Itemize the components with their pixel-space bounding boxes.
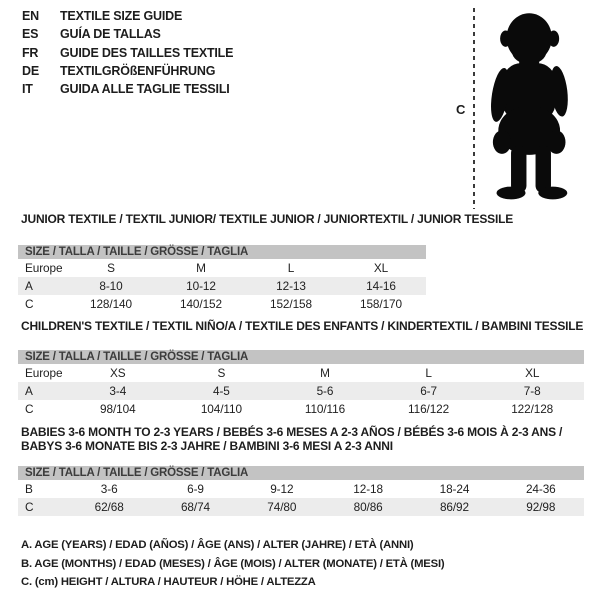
size-value: M: [320, 365, 330, 380]
language-code: FR: [22, 45, 39, 60]
language-code: IT: [22, 82, 33, 97]
row-label: A: [18, 382, 66, 400]
size-value: 18-24: [439, 482, 470, 496]
size-value: 80/86: [325, 498, 411, 516]
size-value: 5-6: [273, 382, 377, 400]
language-title: TEXTILE SIZE GUIDE: [60, 9, 183, 23]
size-table: [18, 466, 584, 516]
size-header-band: SIZE / TALLA / TAILLE / GRÖSSE / TAGLIA: [18, 245, 426, 259]
row-label: Europe: [25, 260, 63, 275]
height-measure-label: C: [456, 102, 466, 117]
size-value: 86/92: [411, 498, 497, 516]
size-header-row: [18, 350, 584, 364]
table-title: BABYS 3-6 MONATE BIS 2-3 JAHRE / BAMBINI 3-6 MESI A 2-3 ANNI: [21, 438, 393, 453]
table-title: BABIES 3-6 MONTH TO 2-3 YEARS / BEBÉS 3-6 MESES A 2-3 AÑOS / BÉBÉS 3-6 MOIS À 2-3 ANS /: [21, 425, 563, 439]
size-value: 12-13: [246, 277, 336, 295]
row-label: A: [18, 277, 66, 295]
language-row: [22, 7, 233, 25]
language-row: [22, 80, 233, 98]
language-code: EN: [22, 9, 39, 23]
size-value: S: [217, 365, 226, 380]
size-value: XL: [525, 365, 540, 380]
size-value: 3-6: [100, 482, 118, 496]
size-value: 158/170: [360, 296, 402, 311]
row-label: C: [25, 401, 34, 416]
language-code: ES: [22, 27, 39, 42]
size-value: 92/98: [498, 498, 584, 516]
table-row: [18, 364, 584, 382]
size-value: M: [196, 260, 206, 275]
language-title: GUÍA DE TALLAS: [60, 27, 161, 42]
size-value: L: [425, 365, 432, 380]
size-value: L: [287, 260, 295, 275]
size-value: 10-12: [156, 277, 246, 295]
table-title: JUNIOR TEXTILE / TEXTIL JUNIOR/ TEXTILE JUNIOR / JUNIORTEXTIL / JUNIOR TESSILE: [21, 212, 514, 226]
size-value: 68/74: [152, 498, 238, 516]
size-value: 12-18: [353, 482, 383, 496]
row-label: C: [18, 498, 66, 516]
table-row: [18, 400, 584, 418]
size-header-band: SIZE / TALLA / TAILLE / GRÖSSE / TAGLIA: [18, 350, 584, 364]
footnote: B. AGE (MONTHS) / EDAD (MESES) / ÂGE (MOIS) / ALTER (MONATE) / ETÀ (MESI): [21, 557, 445, 570]
size-value: 6-7: [377, 382, 481, 400]
size-value: 140/152: [180, 296, 222, 311]
footnote: A. AGE (YEARS) / EDAD (AÑOS) / ÂGE (ANS) / ALTER (JAHRE) / ETÀ (ANNI): [21, 539, 414, 551]
size-value: 98/104: [100, 401, 136, 416]
size-value: 74/80: [239, 498, 325, 516]
size-value: 6-9: [187, 482, 204, 496]
babies-textile-section: [18, 426, 584, 516]
size-value: 122/128: [511, 401, 554, 416]
language-list: [22, 7, 233, 98]
row-label: C: [25, 296, 34, 311]
row-label: Europe: [25, 365, 63, 380]
language-title: TEXTILGRÖßENFÜHRUNG: [60, 63, 216, 78]
table-row: [18, 295, 426, 313]
size-value: 14-16: [336, 277, 426, 295]
size-value: 128/140: [90, 296, 132, 311]
childrens-textile-section: [18, 320, 584, 418]
size-value: 110/116: [304, 401, 346, 416]
table-row: [18, 382, 584, 400]
table-title: CHILDREN'S TEXTILE / TEXTIL NIÑO/A / TEXTILE DES ENFANTS / KINDERTEXTIL / BAMBINI TESSILE: [21, 319, 584, 333]
size-value: 152/158: [270, 296, 312, 311]
row-label: B: [25, 482, 33, 496]
language-row: [22, 44, 233, 62]
size-value: 116/122: [408, 401, 450, 416]
language-title: GUIDA ALLE TAGLIE TESSILI: [60, 82, 230, 97]
size-value: 4-5: [170, 382, 274, 400]
size-value: 62/68: [66, 498, 152, 516]
size-value: 7-8: [480, 382, 584, 400]
table-row: [18, 259, 426, 277]
size-value: 9-12: [270, 482, 294, 496]
size-header-band: SIZE / TALLA / TAILLE / GRÖSSE / TAGLIA: [18, 466, 584, 480]
size-value: XS: [110, 365, 126, 380]
size-header-row: [18, 245, 426, 259]
size-header-row: [18, 466, 584, 480]
language-row: [22, 62, 233, 80]
size-value: 3-4: [66, 382, 170, 400]
table-row: [18, 498, 584, 516]
baby-silhouette: [472, 4, 590, 214]
size-value: S: [107, 260, 115, 275]
size-value: 8-10: [66, 277, 156, 295]
size-value: XL: [373, 260, 389, 275]
size-table: [18, 245, 426, 313]
language-title: GUIDE DES TAILLES TEXTILE: [60, 45, 234, 60]
language-row: [22, 25, 233, 43]
size-value: 104/110: [200, 401, 242, 416]
language-code: DE: [22, 63, 39, 78]
footnotes: [21, 536, 444, 592]
size-value: 24-36: [525, 482, 556, 496]
footnote: C. (cm) HEIGHT / ALTURA / HAUTEUR / HÖHE / ALTEZZA: [21, 576, 316, 589]
table-row: [18, 480, 584, 498]
height-diagram: [450, 0, 600, 216]
size-table: [18, 350, 584, 418]
junior-textile-section: [18, 212, 514, 313]
table-row: [18, 277, 426, 295]
